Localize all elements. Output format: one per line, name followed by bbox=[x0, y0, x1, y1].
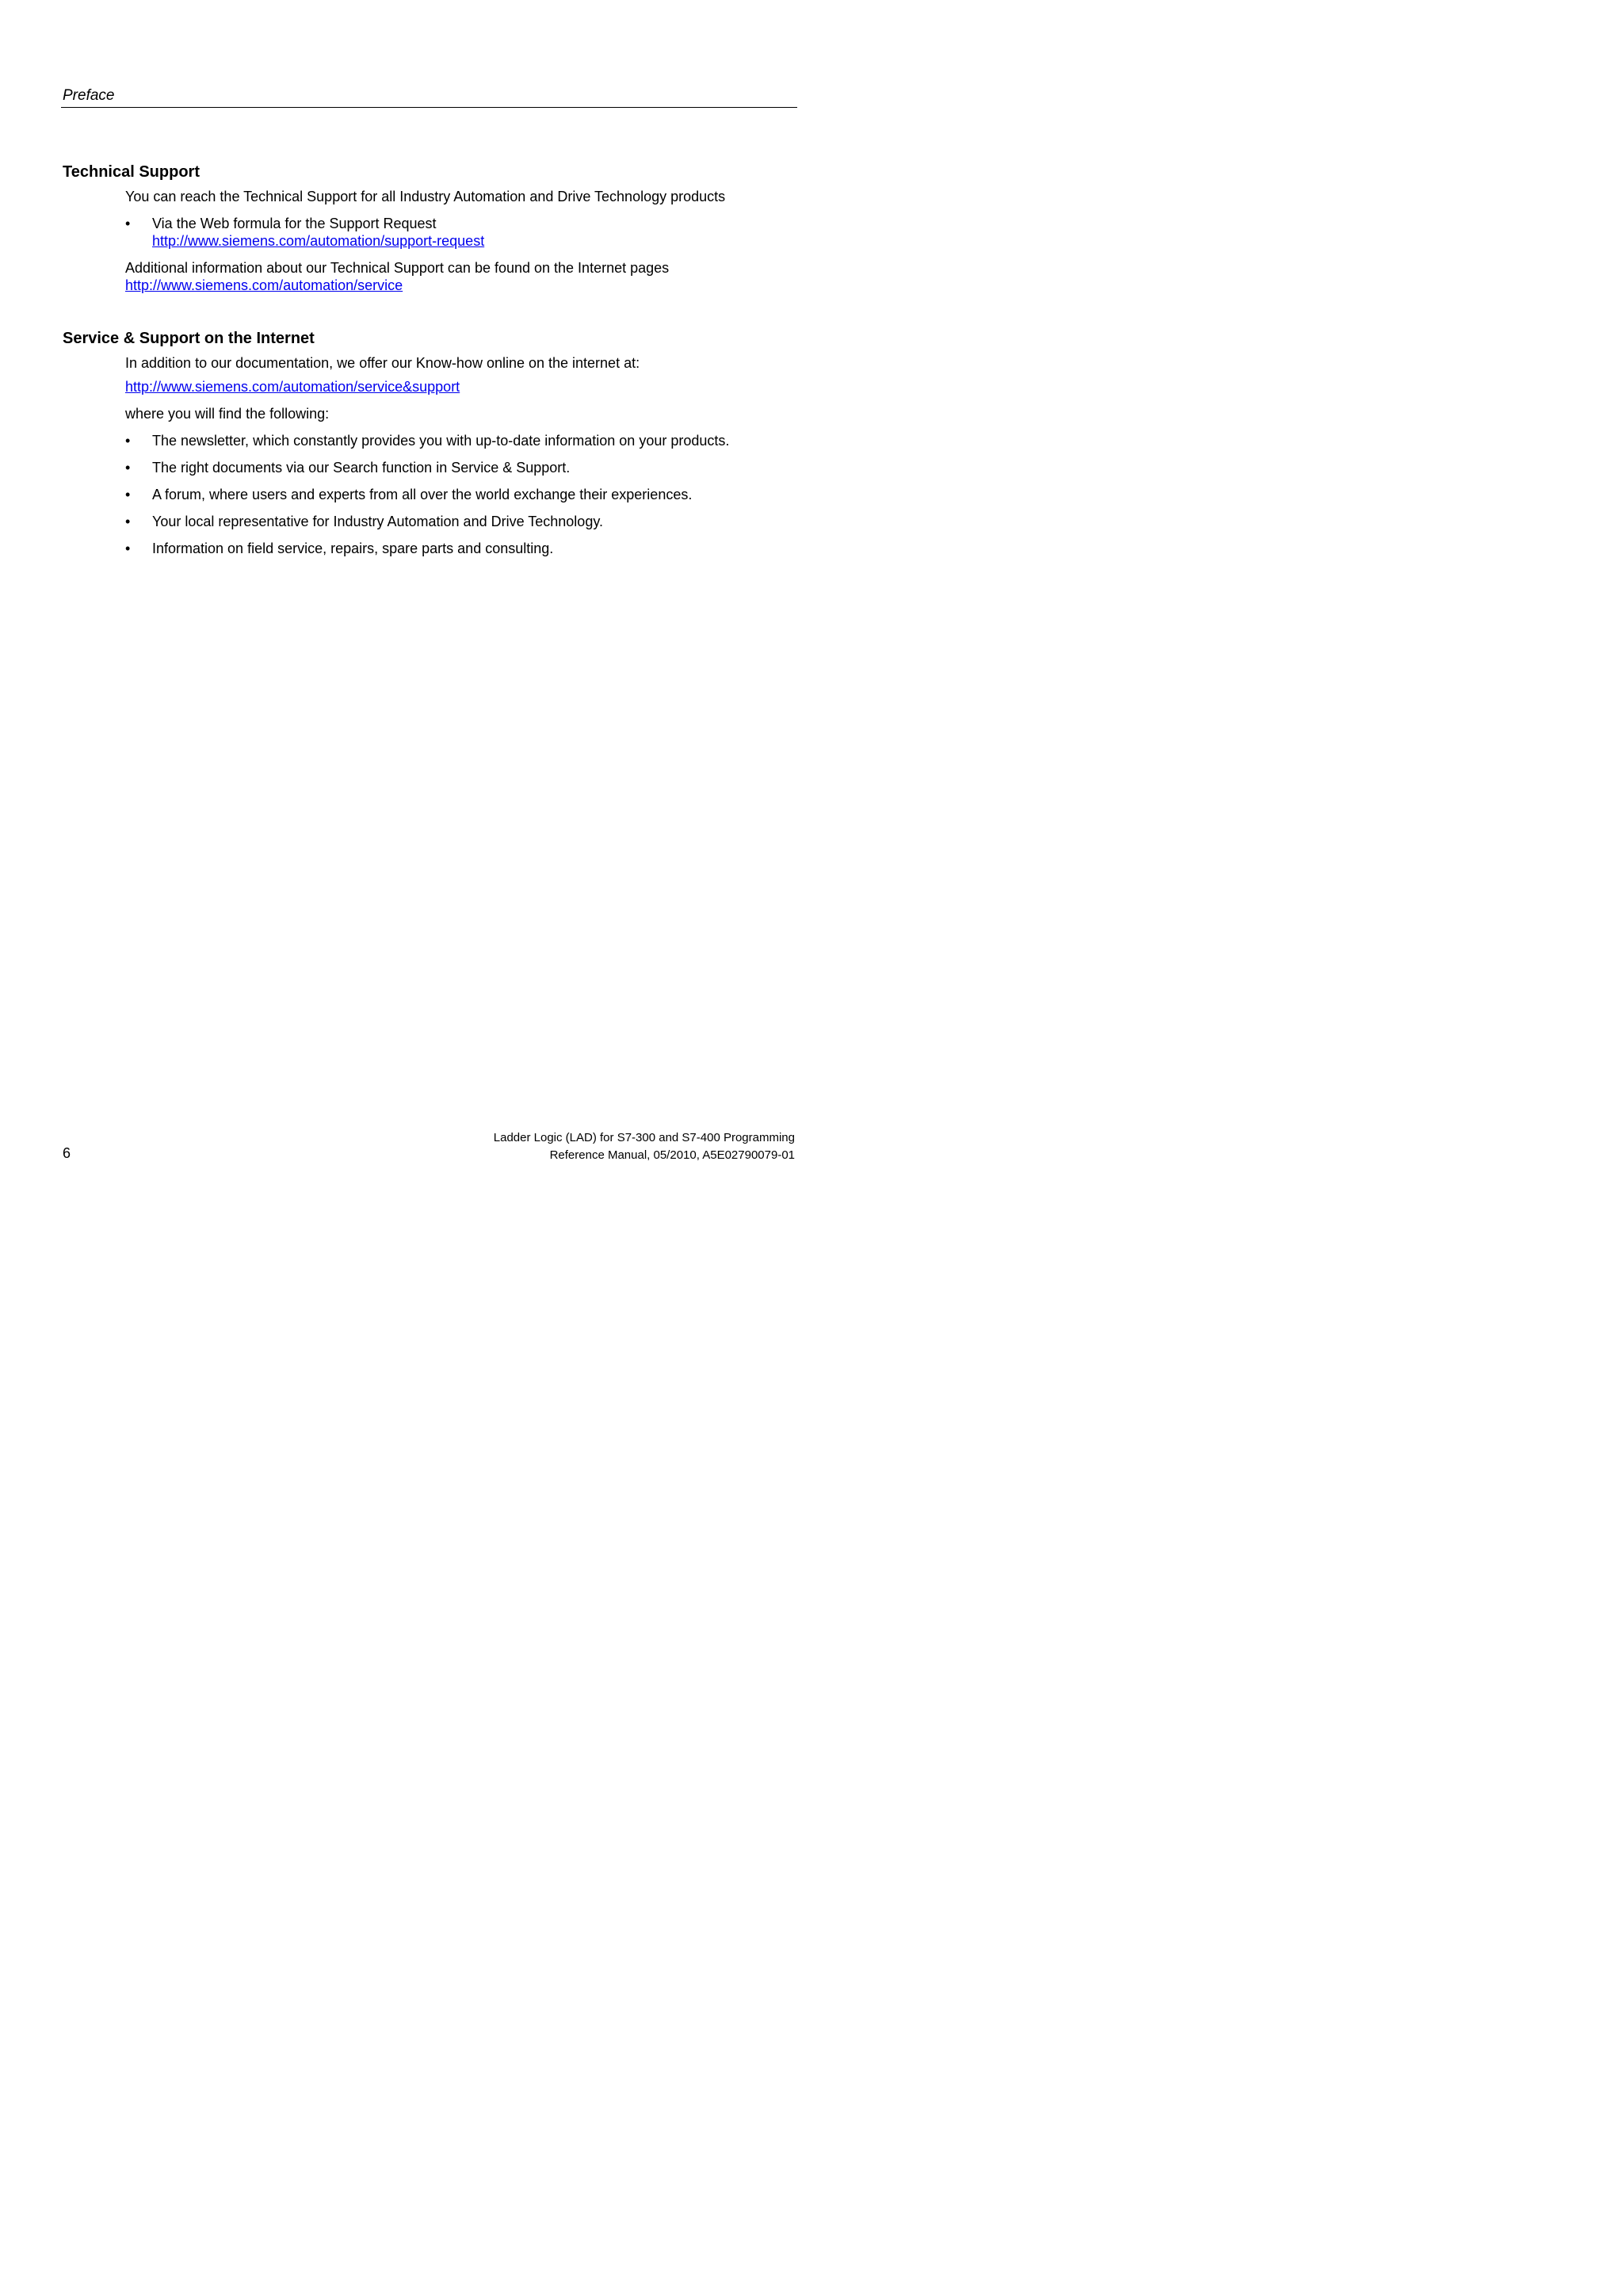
footer-doc-info bbox=[494, 1129, 795, 1164]
bullet-icon: • bbox=[125, 216, 131, 231]
list-item-text: A forum, where users and experts from all over the world exchange their experiences. bbox=[152, 487, 693, 502]
bullet-icon: • bbox=[125, 514, 131, 529]
list-item-text: Information on field service, repairs, spare parts and consulting. bbox=[152, 541, 554, 556]
running-header: Preface bbox=[63, 87, 115, 104]
service-link-text[interactable]: http://www.siemens.com/automation/service bbox=[125, 277, 403, 293]
support-request-link[interactable] bbox=[152, 232, 484, 250]
footer-doc-title: Ladder Logic (LAD) for S7-300 and S7-400 Programming bbox=[493, 1131, 795, 1144]
support-request-text: Via the Web formula for the Support Request bbox=[152, 216, 437, 231]
support-request-link-text[interactable]: http://www.siemens.com/automation/support-request bbox=[152, 233, 485, 249]
bullet-icon: • bbox=[125, 433, 131, 449]
page-number: 6 bbox=[63, 1145, 71, 1161]
list-item-text: The newsletter, which constantly provides you with up-to-date information on your products. bbox=[152, 433, 730, 449]
service-support-link-text[interactable]: http://www.siemens.com/automation/service&support bbox=[125, 379, 460, 395]
service-support-link[interactable] bbox=[125, 378, 460, 395]
header-divider bbox=[61, 107, 797, 108]
technical-support-heading: Technical Support bbox=[63, 163, 200, 181]
service-link[interactable] bbox=[125, 277, 403, 294]
bullet-icon: • bbox=[125, 460, 131, 476]
service-support-heading: Service & Support on the Internet bbox=[63, 330, 315, 347]
where-text: where you will find the following: bbox=[125, 406, 330, 422]
bullet-icon: • bbox=[125, 541, 131, 556]
service-support-intro: In addition to our documentation, we offer our Know-how online on the internet at: bbox=[125, 355, 640, 371]
list-item-text: Your local representative for Industry Automation and Drive Technology. bbox=[152, 514, 603, 529]
footer-doc-reference: Reference Manual, 05/2010, A5E02790079-01 bbox=[549, 1148, 795, 1162]
document-page bbox=[0, 0, 874, 1237]
list-item-text: The right documents via our Search function in Service & Support. bbox=[152, 460, 571, 476]
bullet-icon: • bbox=[125, 487, 131, 502]
additional-info-text: Additional information about our Technical Support can be found on the Internet pages bbox=[125, 260, 670, 276]
technical-support-intro: You can reach the Technical Support for all Industry Automation and Drive Technology products bbox=[125, 189, 726, 204]
